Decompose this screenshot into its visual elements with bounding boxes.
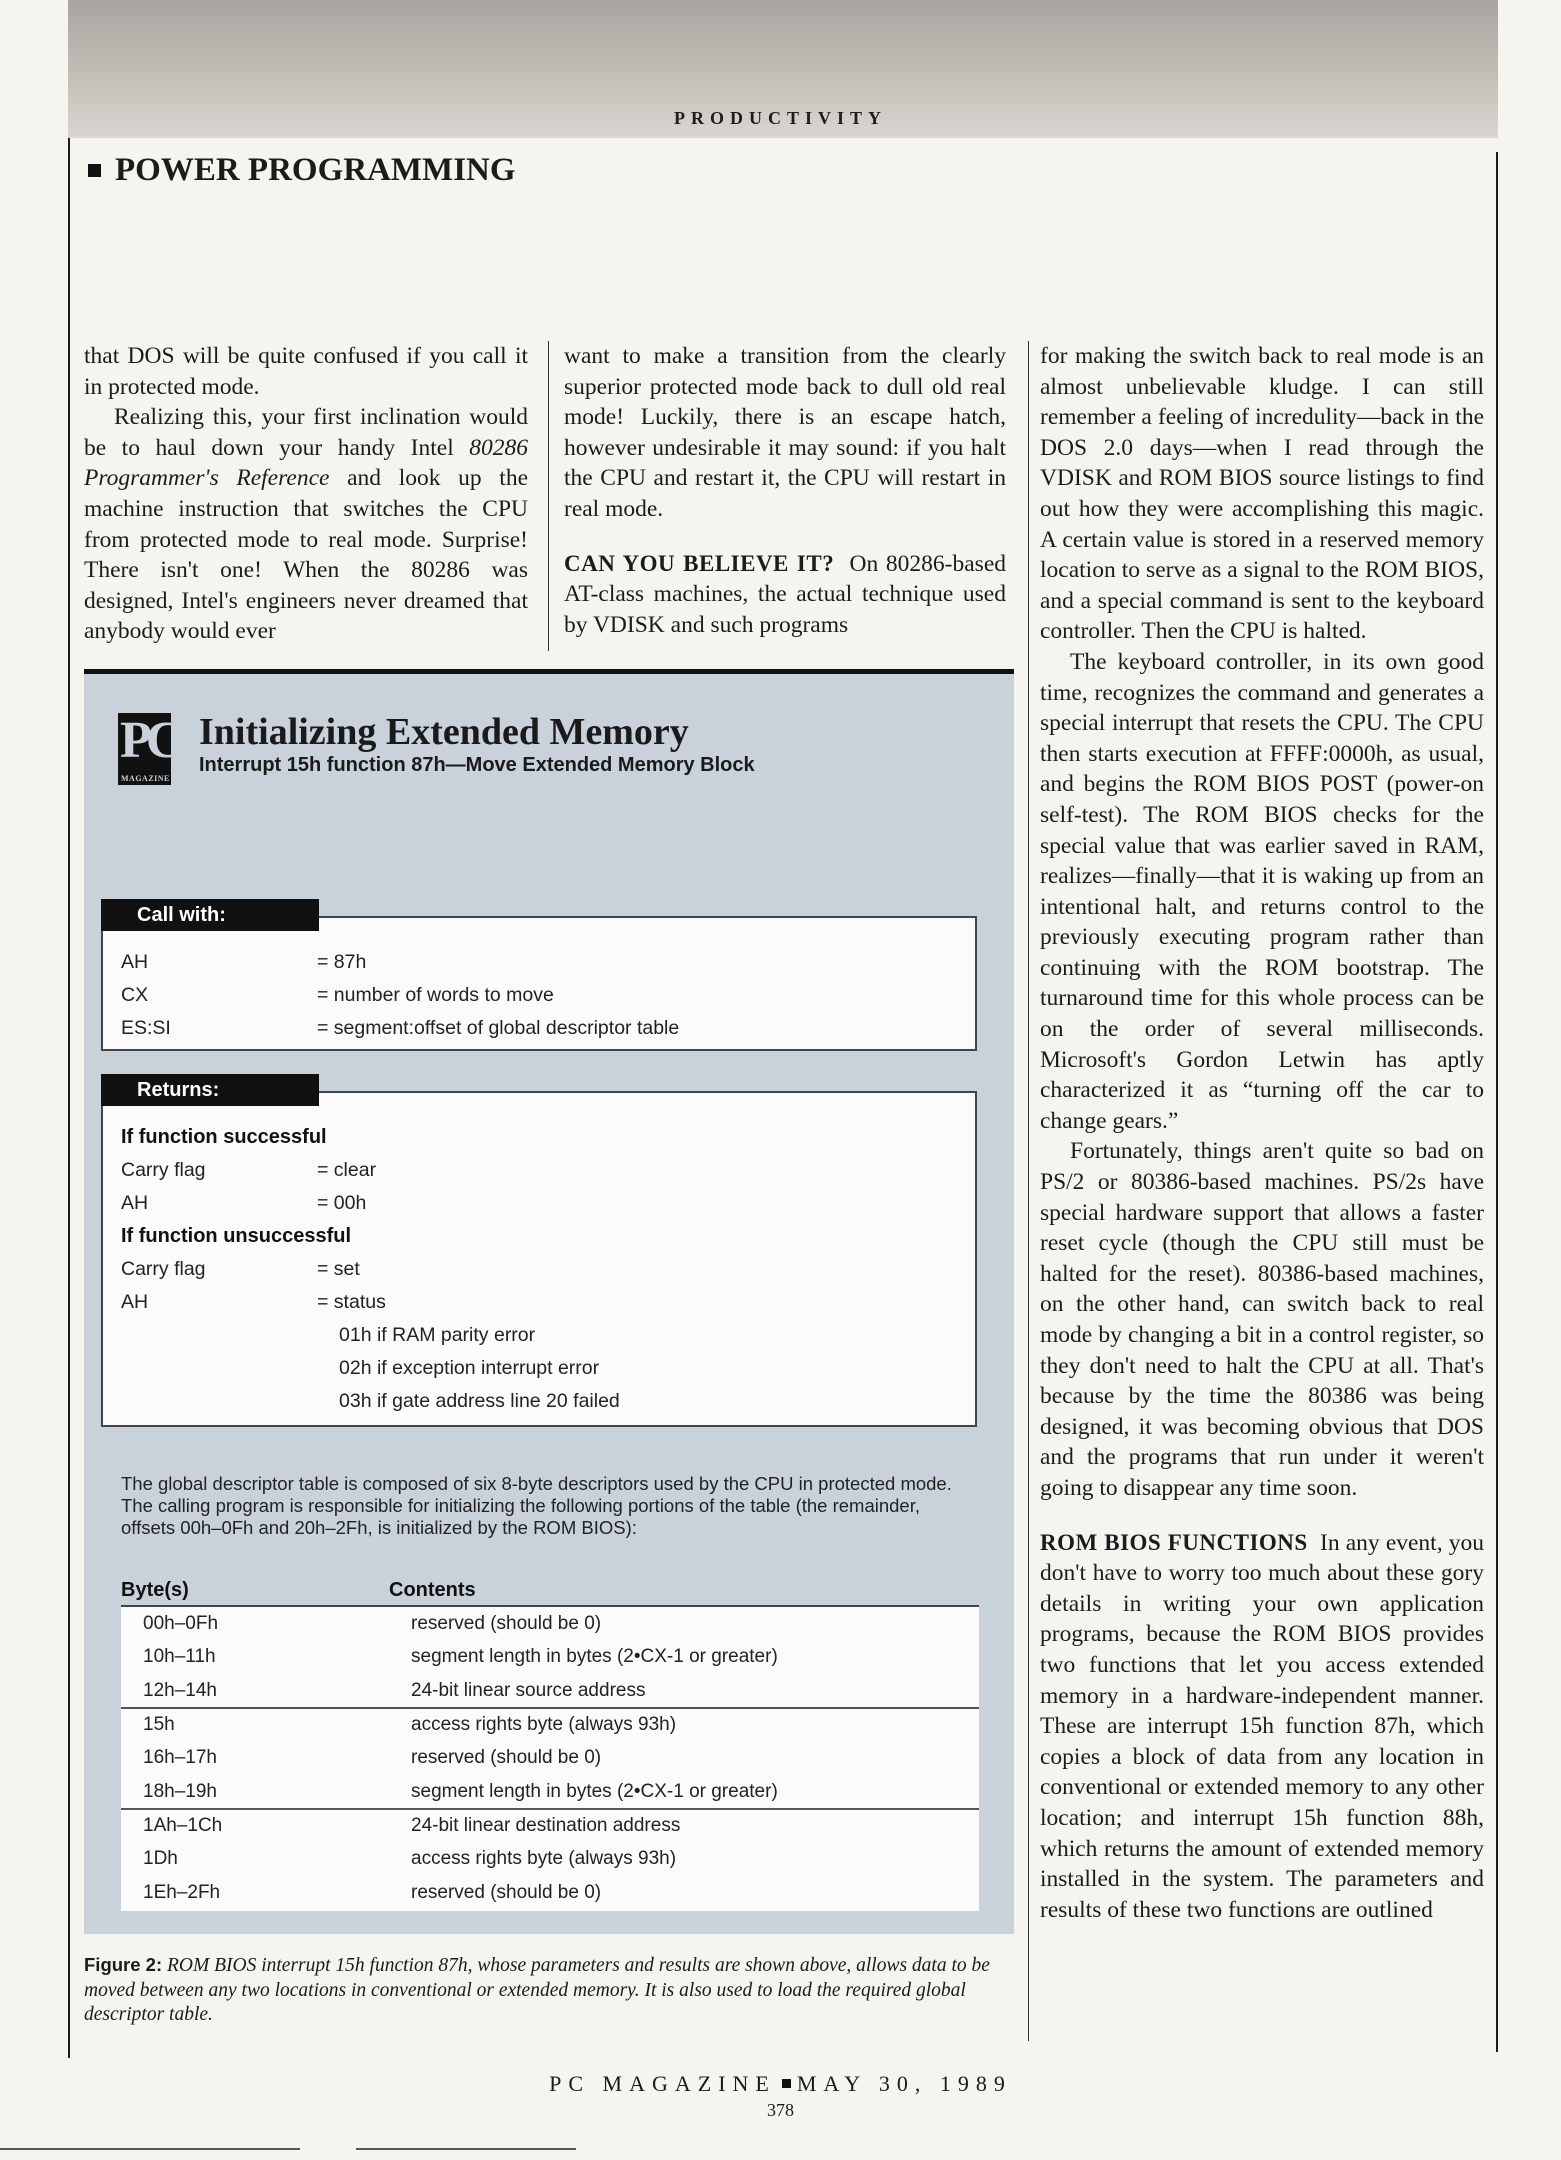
figure-box xyxy=(84,669,1014,1934)
figure-subtitle: Interrupt 15h function 87h—Move Extended Memory Block xyxy=(199,754,755,776)
bullet-square-icon xyxy=(88,164,101,177)
caption-label: Figure 2: xyxy=(84,1954,163,1975)
gdt-note: The global descriptor table is composed of six 8-byte descriptors used by the CPU in protected mode. The calling program is responsible for initializing the following portions of the table (the remainder, offsets 00h–0Fh and 20h–2Fh, is initialized by the ROM BIOS): xyxy=(121,1473,952,1538)
register-value: = number of words to move xyxy=(317,984,554,1006)
register-label: AH xyxy=(121,951,149,973)
register-label: ES:SI xyxy=(121,1017,171,1039)
left-margin-rule xyxy=(68,138,70,2058)
table-row: 10h–11h segment length in bytes (2•CX-1 or greater) xyxy=(143,1646,778,1668)
paragraph: for making the switch back to real mode is an almost unbelievable kludge. I can still remember a feeling of incredulity—back in the DOS 2.0 days—when I read through the VDISK and ROM BIOS source listings to find out how they were accomplishing this magic. A certain value is stored in a reserved memory location to serve as a signal to the ROM BIOS, and a special command is sent to the keyboard controller. Then the CPU is halted. xyxy=(1040,343,1484,645)
call-with-tab: Call with: xyxy=(101,899,319,931)
register-value: = clear xyxy=(317,1159,377,1181)
success-heading: If function successful xyxy=(121,1126,327,1148)
issue-date: MAY 30, 1989 xyxy=(796,2071,1012,2096)
register-label: AH xyxy=(121,1291,149,1313)
bottom-rule xyxy=(0,2148,300,2150)
column-rule xyxy=(548,341,549,651)
paragraph: CAN YOU BELIEVE IT? On 80286-based AT-class machines, the actual technique used by VDISK and such programs xyxy=(564,550,1007,638)
register-label: Carry flag xyxy=(121,1258,206,1280)
failure-heading: If function unsuccessful xyxy=(121,1225,352,1247)
table-row: 1Dh access rights byte (always 93h) xyxy=(143,1848,677,1870)
section-label: PRODUCTIVITY xyxy=(673,108,887,128)
caption-text: ROM BIOS interrupt 15h function 87h, whose parameters and results are shown above, allows data to be moved between any two locations in conventional or extended memory. It is also used to load the required global descriptor table. xyxy=(84,1955,990,2025)
register-value: = status xyxy=(317,1291,386,1313)
paragraph: want to make a transition from the clearly superior protected mode back to dull old real mode! Luckily, there is an escape hatch, however undesirable it may sound: if you halt the CPU and restart it, the CPU will restart in real mode. xyxy=(564,343,1006,522)
table-row: 1Eh–2Fh reserved (should be 0) xyxy=(143,1881,602,1903)
register-value: = set xyxy=(317,1258,360,1280)
register-label: Carry flag xyxy=(121,1159,206,1181)
returns-panel xyxy=(101,1091,977,1427)
table-row: 18h–19h segment length in bytes (2•CX-1 or greater) xyxy=(143,1780,778,1802)
returns-tab: Returns: xyxy=(101,1074,319,1106)
text-column-2 xyxy=(564,341,1006,640)
column-title xyxy=(88,152,516,189)
status-code: 01h if RAM parity error xyxy=(339,1324,536,1346)
table-row: 12h–14h 24-bit linear source address xyxy=(143,1679,646,1701)
table-row: 1Ah–1Ch 24-bit linear destination address xyxy=(143,1815,681,1836)
status-code: 02h if exception interrupt error xyxy=(339,1357,600,1379)
table-row: 15h access rights byte (always 93h) xyxy=(143,1714,677,1735)
figure-title: Initializing Extended Memory xyxy=(199,711,689,753)
gdt-table xyxy=(121,1605,979,1911)
paragraph: Realizing this, your first inclination would be to haul down your handy Intel 80286 Programmer's Reference and look up the machine instruction that switches the CPU from protected mode to real mode. Surprise! There isn't one! When the 80286 was designed, Intel's engineers never dreamed that anybody would ever xyxy=(84,404,529,645)
bottom-rule xyxy=(356,2148,576,2150)
page-number: 378 xyxy=(767,2100,794,2120)
register-value: = segment:offset of global descriptor table xyxy=(317,1017,680,1039)
text-column-3 xyxy=(1040,341,1484,1925)
bullet-square-icon xyxy=(782,2079,791,2088)
paragraph: ROM BIOS FUNCTIONS In any event, you don't have to worry too much about these gory details in writing your own application programs, because the ROM BIOS provides two functions that let you access extended memory in a hardware-independent manner. These are interrupt 15h function 87h, which copies a block of data from any location in conventional or extended memory to any other location; and interrupt 15h function 88h, which returns the amount of extended memory installed in the system. The parameters and results of these two functions are outlined xyxy=(1040,1529,1484,1923)
status-code: 03h if gate address line 20 failed xyxy=(339,1390,620,1412)
register-label: CX xyxy=(121,984,149,1006)
page-footer xyxy=(0,2071,1561,2097)
column-rule xyxy=(1028,341,1029,2041)
subhead: ROM BIOS FUNCTIONS xyxy=(1040,1529,1308,1555)
column-title-text: POWER PROGRAMMING xyxy=(115,152,516,188)
pc-magazine-logo: PC MAGAZINE xyxy=(120,712,178,783)
register-value: = 87h xyxy=(317,951,367,973)
magazine-name: PC MAGAZINE xyxy=(549,2071,776,2096)
table-row: 16h–17h reserved (should be 0) xyxy=(143,1747,602,1769)
register-label: AH xyxy=(121,1192,149,1214)
table-row: 00h–0Fh reserved (should be 0) xyxy=(143,1613,602,1634)
figure-caption xyxy=(84,1953,1014,2028)
right-margin-rule xyxy=(1496,152,1498,2052)
table-header-bytes: Byte(s) xyxy=(121,1579,189,1601)
book-title: 80286 Programmer's Reference xyxy=(84,434,529,492)
call-with-panel xyxy=(101,916,977,1051)
text-column-1 xyxy=(84,341,528,647)
paragraph: The keyboard controller, in its own good time, recognizes the command and generates a special interrupt that resets the CPU. The CPU then starts execution at FFFF:0000h, as usual, and begins the ROM BIOS POST (power-on self-test). The ROM BIOS checks for the special value that was earlier saved in RAM, realizes—finally—that it is waking up from an intentional halt, and returns control to the previously executing program rather than continuing with the ROM bootstrap. The turnaround time for this whole process can be on the order of several milliseconds. Microsoft's Gordon Letwin has aptly characterized it as “turning off the car to change gears.” xyxy=(1040,648,1484,1134)
register-value: = 00h xyxy=(317,1192,367,1214)
table-header-contents: Contents xyxy=(389,1579,476,1601)
paragraph: that DOS will be quite confused if you call it in protected mode. xyxy=(84,343,528,400)
paragraph: Fortunately, things aren't quite so bad on PS/2 or 80386-based machines. PS/2s have special hardware support that allows a faster reset cycle (though the CPU still must be halted for the reset). 80386-based machines, on the other hand, can switch back to real mode by changing a bit in a control register, so they don't need to halt the CPU at all. That's because by the time the 80386 was being designed, it was becoming obvious that DOS and the programs that run under it weren't going to disappear any time soon. xyxy=(1040,1138,1484,1501)
subhead: CAN YOU BELIEVE IT? xyxy=(564,550,835,576)
